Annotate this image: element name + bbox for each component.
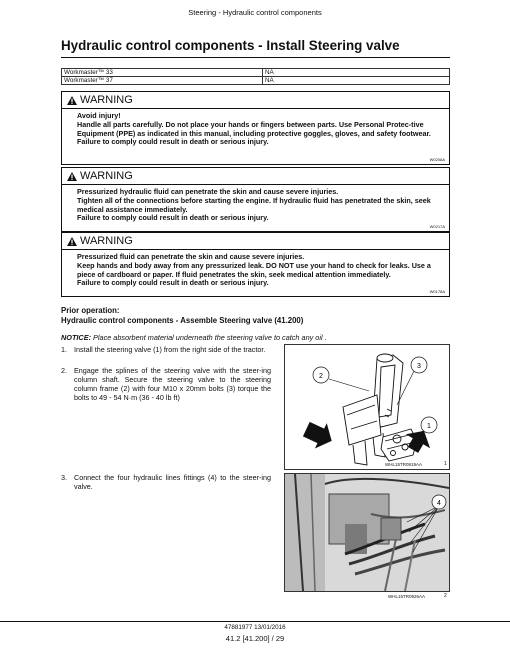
warning-header: [67, 235, 133, 247]
figure-caption: WHL15TR0926AA: [388, 594, 426, 599]
footer-rule: [0, 621, 510, 622]
step-item: [61, 345, 271, 354]
warning-divider: [62, 108, 449, 109]
warning-line: Failure to comply could result in death or serious injury.: [77, 278, 269, 288]
model-applicability-table: [61, 68, 450, 85]
step-number: 3.: [61, 473, 67, 482]
warning-body: [77, 188, 441, 223]
warning-title: WARNING: [80, 170, 133, 182]
figure-2-hydraulic-lines: [284, 473, 450, 592]
notice: [61, 333, 327, 342]
notice-text: Place absorbent material underneath the steering valve to catch any oil .: [91, 333, 327, 342]
warning-box: [61, 232, 450, 297]
step-number: 1.: [61, 345, 67, 354]
callout-4: 4: [437, 500, 441, 507]
warning-divider: [62, 249, 449, 250]
running-head: Steering - Hydraulic control components: [188, 8, 322, 17]
warning-header: [67, 94, 133, 106]
warning-triangle-icon: [67, 96, 77, 105]
model-cell: Workmaster™ 37: [62, 77, 263, 85]
value-cell: NA: [263, 69, 450, 77]
step-number: 2.: [61, 366, 67, 375]
value-cell: NA: [263, 77, 450, 85]
warning-title: WARNING: [80, 94, 133, 106]
steering-valve-illustration: [285, 345, 449, 469]
prior-operation-link[interactable]: Hydraulic control components - Assemble Steering valve (41.200): [61, 316, 304, 325]
hydraulic-lines-photo: [285, 474, 449, 591]
step-text: Install the steering valve (1) from the right side of the tractor.: [74, 345, 266, 354]
figure-number: 2: [444, 593, 447, 599]
warning-code: W0208A: [429, 157, 445, 162]
step-item: [61, 366, 271, 402]
footer-page-number: 41.2 [41.200] / 29: [225, 634, 285, 643]
figure-caption: WHL15TR0919AA: [385, 462, 423, 467]
warning-triangle-icon: [67, 237, 77, 246]
warning-divider: [62, 184, 449, 185]
warning-line: Pressurized hydraulic fluid can penetrate the skin and cause severe injuries.: [77, 187, 339, 196]
warning-body: [77, 253, 441, 288]
warning-line: Keep hands and body away from any pressurized leak. DO NOT use your hand to check for leaks. Use a piece of cardboard or paper. If fluid penetrates the skin, seek medical attention immediately.: [77, 260, 431, 279]
warning-body: [77, 112, 441, 147]
warning-line: Handle all parts carefully. Do not place your hands or fingers between parts. Use Personal Protec-tive Equipment (PPE) as indicated in this manual, including protective goggles, gloves, and safety footwear.: [77, 119, 431, 138]
warning-line: Tighten all of the connections before starting the engine. If hydraulic fluid has penetrated the skin, seek medical assistance immediately.: [77, 195, 431, 214]
callout-1: 1: [427, 423, 431, 430]
step-item: [61, 473, 271, 491]
figure-1-steering-valve: [284, 344, 450, 470]
prior-operation-heading: Prior operation:: [61, 306, 120, 315]
warning-line: Failure to comply could result in death or serious injury.: [77, 213, 269, 223]
warning-line: Failure to comply could result in death or serious injury.: [77, 137, 269, 147]
model-cell: Workmaster™ 33: [62, 69, 263, 77]
step-text: Connect the four hydraulic lines fittings (4) to the steer-ing valve.: [74, 473, 271, 491]
warning-box: [61, 167, 450, 232]
warning-header: [67, 170, 133, 182]
footer-doc-number: 47881977 13/01/2016: [224, 624, 286, 631]
warning-line: Avoid injury!: [77, 111, 121, 120]
warning-triangle-icon: [67, 172, 77, 181]
title-rule: [61, 57, 450, 58]
figure-number: 1: [444, 461, 447, 467]
warning-line: Pressurized fluid can penetrate the skin and cause severe injuries.: [77, 252, 305, 261]
callout-2: 2: [319, 373, 323, 380]
warning-box: [61, 91, 450, 165]
warning-code: W0217A: [429, 224, 445, 229]
table-row: [62, 77, 450, 85]
step-text: Engage the splines of the steering valve with the steer-ing column shaft. Secure the steering valve to the steering column frame (2) with four M10 x 20mm bolts (3) torque the bolts to 49 - 54 N·m (36 - 40 lb ft): [74, 366, 271, 402]
callout-3: 3: [417, 363, 421, 370]
warning-title: WARNING: [80, 235, 133, 247]
warning-code: W0178A: [429, 289, 445, 294]
page-title: Hydraulic control components - Install Steering valve: [61, 38, 400, 53]
table-row: [62, 69, 450, 77]
notice-label: NOTICE:: [61, 333, 91, 342]
